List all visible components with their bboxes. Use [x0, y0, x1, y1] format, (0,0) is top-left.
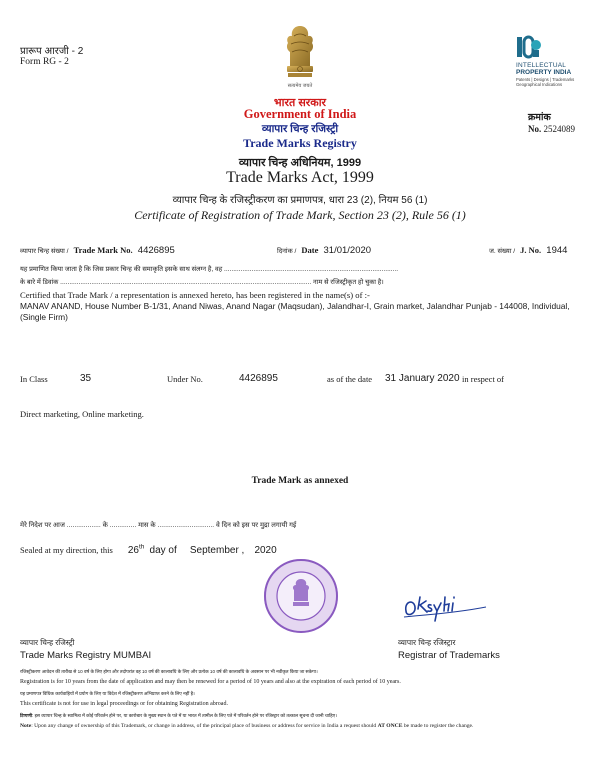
sealed-day-number: 26 — [127, 545, 139, 556]
registry-title: Trade Marks Registry — [243, 136, 357, 150]
notes-section — [20, 667, 582, 732]
trade-mark-number — [20, 238, 175, 257]
form-number-hindi: प्रारूप आरजी - 2 — [20, 46, 84, 57]
sealed-line — [20, 538, 277, 557]
sealed-day-of: day of — [149, 545, 177, 556]
note-hindi-2: यह प्रमाणपत्र विधिक कार्यवाहियों में प्रयोग के लिए या विदेश में रजिस्ट्रीकरण अभिप्राप्त करने के लिए नहीं है। — [20, 691, 195, 696]
ip-india-logo — [514, 34, 594, 94]
govt-title: Government of India — [243, 107, 357, 121]
note-english-3-emphasis: AT ONCE — [377, 723, 403, 729]
seal-stamp-icon — [262, 557, 340, 635]
sealed-text-hindi: मेरे निदेश पर आज .................. के .............. मास के .............................. वे दिन को इस पर मुद्रा लगायी गई — [20, 522, 297, 529]
sealed-label: Sealed at my direction, this — [20, 545, 113, 555]
note-english-1: Registration is for 10 years from the date of application and may then be renewed for a period of 10 years and also at the expiration of each period of 10 years. — [20, 679, 401, 685]
in-respect-of-label: in respect of — [462, 374, 505, 384]
govt-title-hindi: भारत सरकार — [273, 97, 327, 109]
under-number: 4426895 — [239, 373, 278, 384]
ip-logo-line3: Patents | Designs | Trademarks — [516, 77, 575, 82]
journal-number — [489, 238, 567, 257]
ip-logo-line1: INTELLECTUAL — [516, 62, 567, 69]
certificate-title-hindi: व्यापार चिन्ह के रजिस्ट्रीकरण का प्रमाणपत्र, धारा 23 (2), नियम 56 (1) — [172, 195, 428, 206]
national-emblem — [278, 22, 322, 92]
registrar-signature — [400, 585, 490, 625]
note-hindi-3-text: : इस व्यापार चिन्ह के स्वामित्व में कोई परिवर्तन होने पर, या कारोबार के मुख्य स्थान के पते में या भारत में तामील के लिए पते में परिवर्तन होने पर रजिस्ट्रार को तत्काल सूचना दी जानी चाहिए। — [32, 713, 337, 718]
ip-logo-line2: PROPERTY INDIA — [516, 69, 572, 76]
act-title-hindi: व्यापार चिन्ह अधिनियम, 1999 — [238, 157, 362, 169]
tm-value: 4426895 — [137, 245, 175, 256]
certification-text-hindi-1: यह प्रमाणित किया जाता है कि जिस प्रकार चिन्ह की समाकृति इसके साथ संलग्न है, वह ............................................................................................... — [20, 266, 399, 273]
certificate-title: Certificate of Registration of Trade Mark, Section 23 (2), Rule 56 (1) — [134, 208, 466, 222]
journal-value: 1944 — [546, 245, 568, 256]
note-english-3-text-c: be made to register the change. — [403, 723, 474, 729]
serial-label: No. — [528, 124, 542, 134]
in-class-label: In Class — [20, 374, 48, 384]
registry-title-hindi: व्यापार चिन्ह रजिस्ट्री — [261, 123, 339, 135]
tm-label-hindi: व्यापार चिन्ह संख्या / — [20, 248, 69, 255]
note-english-3-label: Note — [20, 723, 32, 729]
certification-text-hindi-2: के बारे में डिवांक ......................................................................................................................................... नाम से रजिस्ट्रीकृत हो चुका है। — [20, 279, 384, 286]
note-english-2: This certificate is not for use in legal proceedings or for obtaining Registration abroad. — [20, 701, 228, 707]
note-hindi-3 — [20, 710, 582, 721]
footer-registrar: Registrar of Trademarks — [398, 650, 500, 661]
note-hindi-1: रजिस्ट्रीकरण आवेदन की तारीख से 10 वर्ष के लिए होगा और तदोपरांत वह 10 वर्ष की कालावधि के लिए और प्रत्येक 10 वर्ष की कालावधि के अवसान पर भी नवीकृत किया जा सकेगा। — [20, 669, 318, 674]
ashoka-lions-icon — [278, 22, 322, 84]
tm-label: Trade Mark No. — [73, 245, 133, 255]
as-of-date-label: as of the date — [327, 374, 373, 384]
registry-seal — [262, 557, 340, 635]
registration-date — [277, 238, 371, 257]
under-no-label: Under No. — [167, 374, 203, 384]
note-english-3 — [20, 721, 582, 732]
form-number: Form RG - 2 — [20, 57, 69, 67]
sealed-day — [128, 545, 145, 556]
journal-label-hindi: ज. संख्या / — [489, 248, 516, 255]
journal-label: J. No. — [520, 245, 542, 255]
sealed-month: September , — [189, 545, 245, 556]
trade-mark-annexed-heading: Trade Mark as annexed — [251, 476, 349, 486]
proprietor-details: MANAV ANAND, House Number B-1/31, Anand Niwas, Anand Nagar (Maqsudan), Jalandhar-I, Grain market, Jalandhar Punjab - 144008, Individual, (Single Firm) — [20, 301, 570, 322]
ip-india-logo-icon — [516, 34, 542, 60]
date-label-hindi: दिनांक / — [277, 248, 297, 255]
footer-registrar-hindi: व्यापार चिन्ह रजिस्ट्रार — [398, 638, 456, 647]
certification-text: Certified that Trade Mark / a representation is annexed hereto, has been registered in the name(s) of :- — [20, 290, 370, 300]
sealed-day-suffix: th — [139, 543, 145, 551]
date-label: Date — [301, 245, 319, 255]
serial-value: 2524089 — [543, 124, 575, 134]
footer-registry-hindi: व्यापार चिन्ह रजिस्ट्री — [20, 638, 75, 647]
serial-label-hindi: क्रमांक — [528, 112, 551, 123]
signature-icon — [400, 585, 490, 625]
as-of-date: 31 January 2020 — [385, 373, 460, 384]
footer-registry: Trade Marks Registry MUMBAI — [20, 650, 152, 661]
note-hindi-3-label: टिप्पणी — [20, 713, 33, 718]
note-english-3-text-a: : Upon any change of ownership of this Trademark, or change in address, of the principal place of business or address for service in India a request should — [31, 723, 377, 729]
class-number: 35 — [80, 373, 92, 384]
sealed-year: 2020 — [254, 545, 277, 556]
ip-logo-line4: Geographical Indications — [516, 82, 563, 87]
act-title: Trade Marks Act, 1999 — [226, 169, 374, 186]
goods-services: Direct marketing, Online marketing. — [20, 409, 144, 419]
emblem-caption: सत्यमेव जयते — [287, 83, 313, 89]
date-value: 31/01/2020 — [323, 245, 372, 256]
